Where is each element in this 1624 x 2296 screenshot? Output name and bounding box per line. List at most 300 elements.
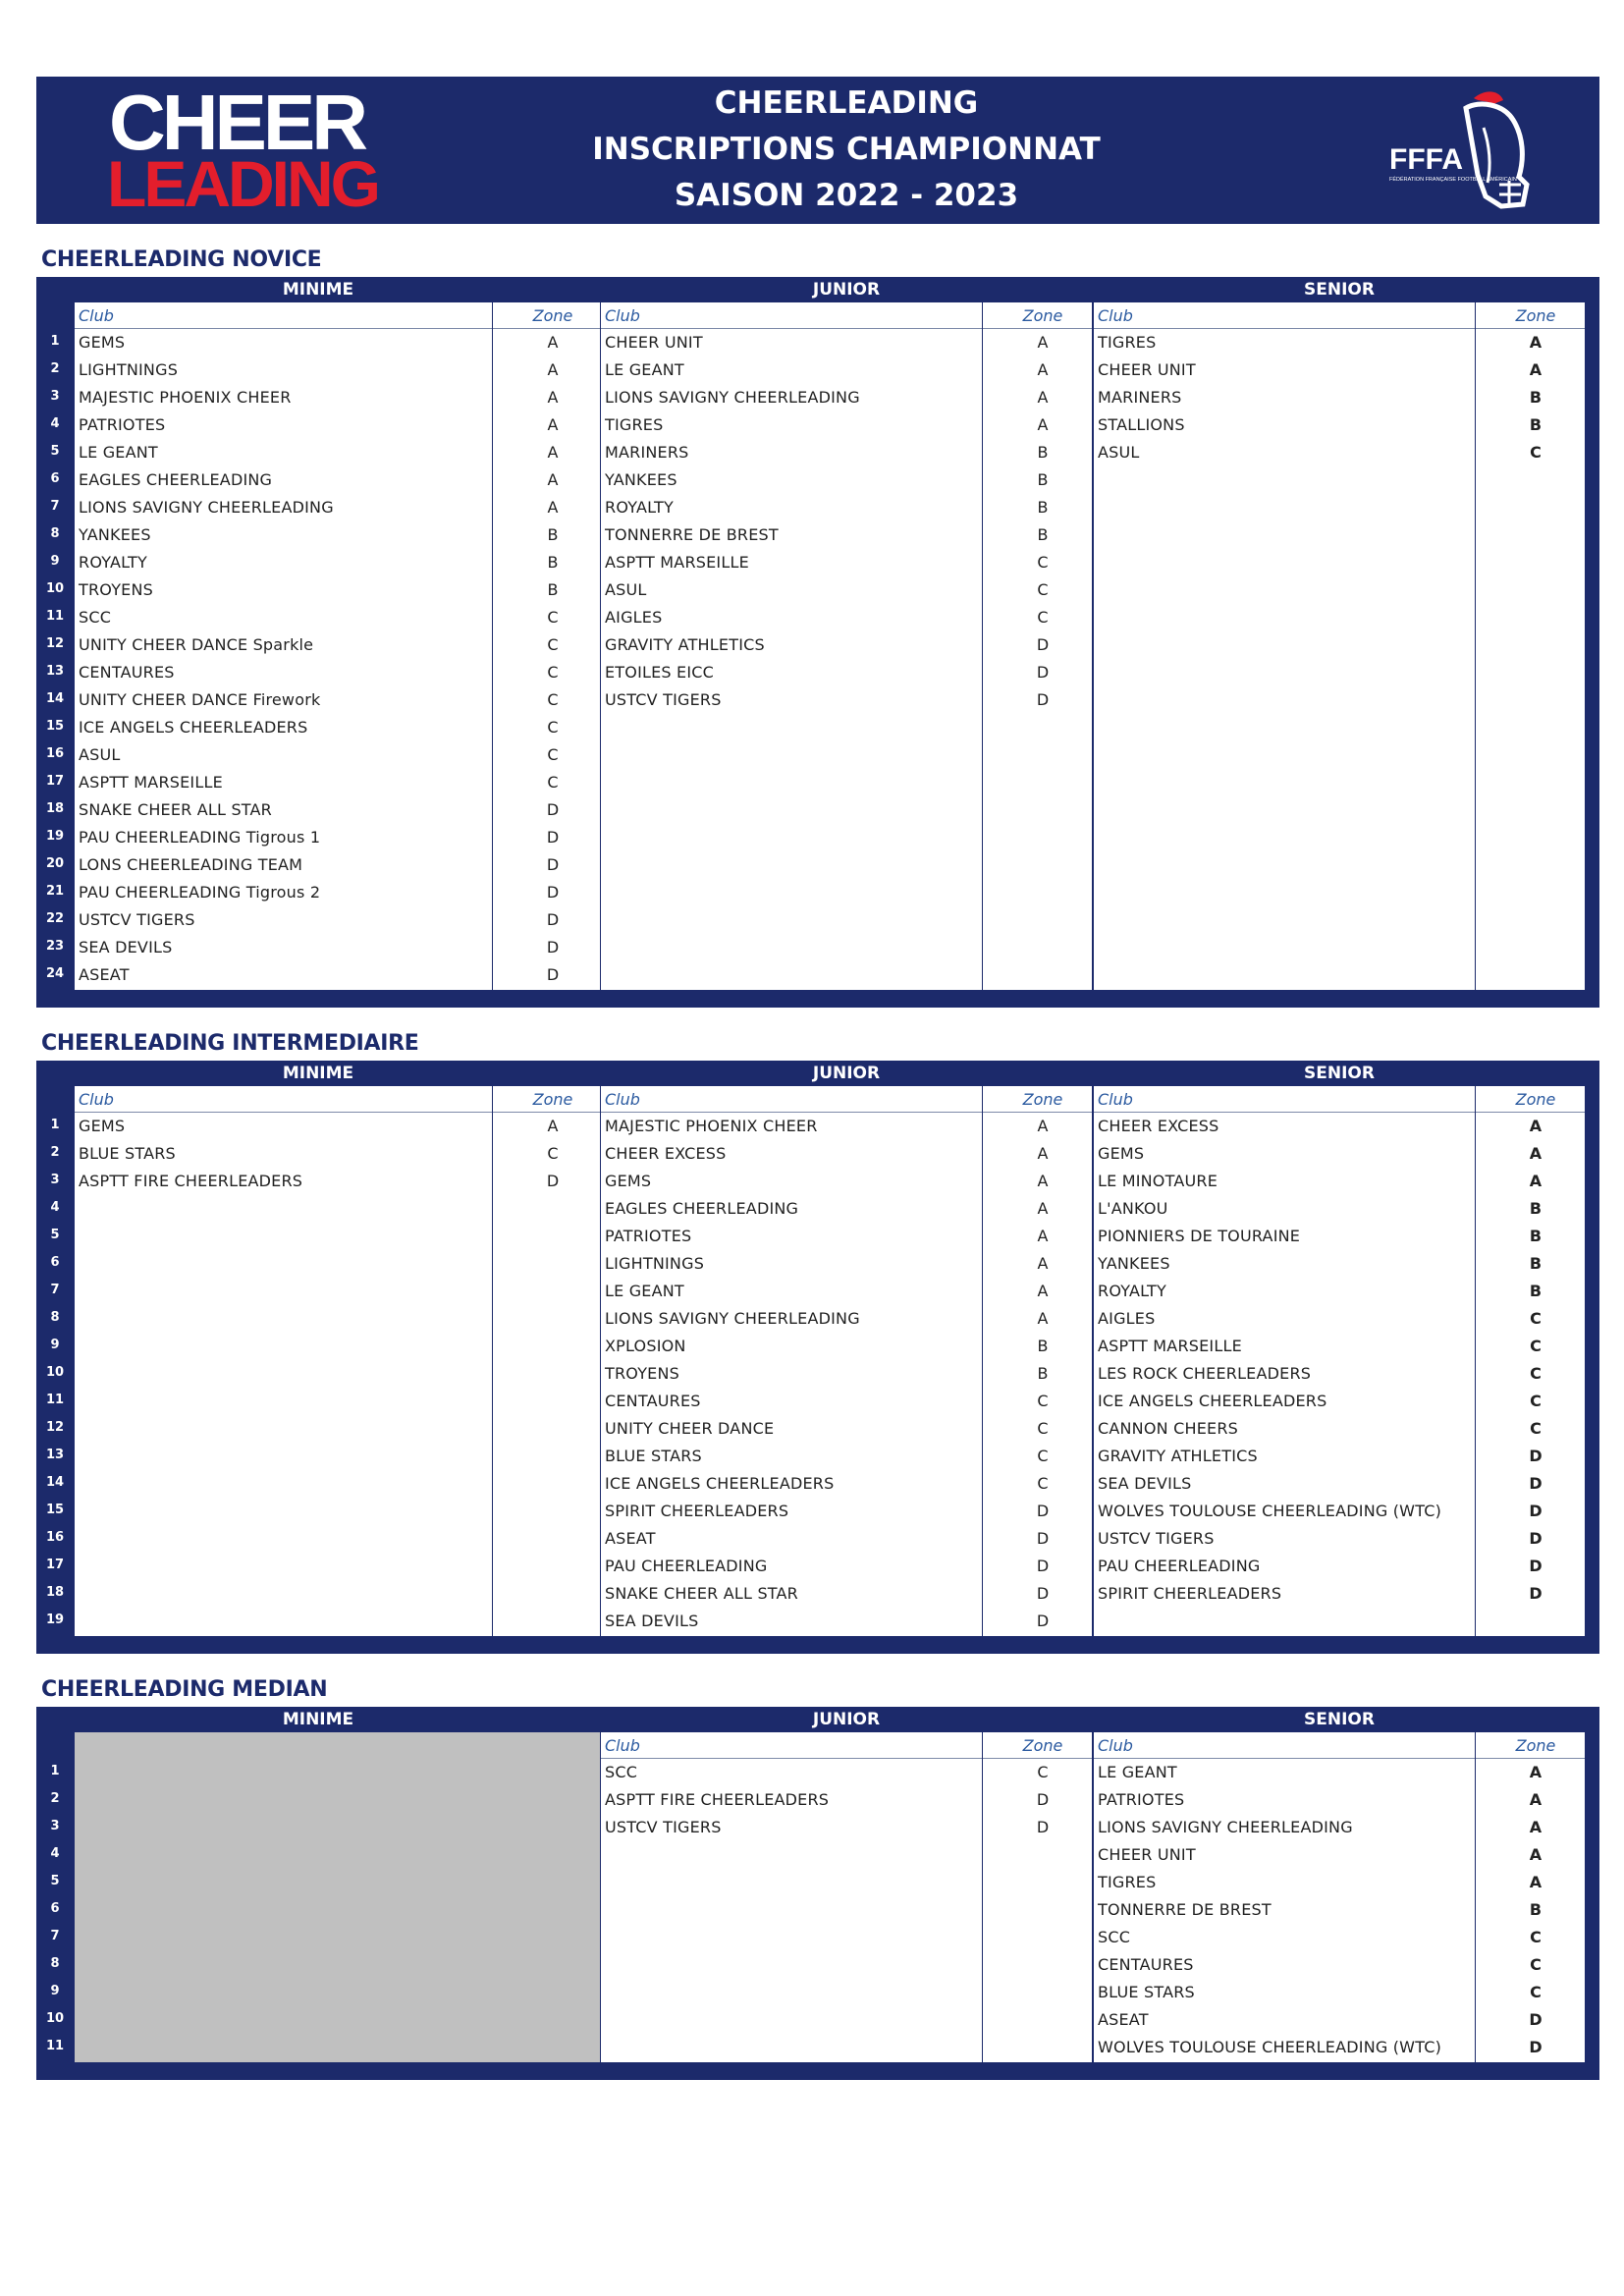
subheader-row [601,302,1092,329]
club-column-label: Club [1098,306,1133,325]
row-number: 9 [50,1338,60,1352]
club-name: ASPTT MARSEILLE [605,553,749,572]
zone-value: A [1037,1199,1049,1218]
subheader-row [601,1732,1092,1759]
zone-value: B [1037,1364,1049,1383]
section-table [36,1061,1599,1654]
zone-value: C [1530,1419,1542,1438]
zone-column-label: Zone [1515,1090,1556,1109]
zone-value: D [546,938,560,957]
row-number: 19 [45,829,65,844]
zone-value: B [1037,498,1049,517]
zone-value: C [547,663,559,682]
club-name: STALLIONS [1098,415,1185,434]
club-name: LIONS SAVIGNY CHEERLEADING [1098,1818,1353,1836]
row-number: 16 [45,746,65,761]
row-number: 18 [45,801,65,816]
zone-value: C [547,718,559,737]
column-divider [1475,1086,1476,1636]
column-divider [1475,1732,1476,2062]
club-name: LIGHTNINGS [79,360,179,379]
zone-value: C [1530,1928,1542,1946]
row-number: 11 [45,1393,65,1407]
club-name: YANKEES [605,470,677,489]
club-name: ASPTT FIRE CHEERLEADERS [605,1790,830,1809]
row-number: 4 [50,416,60,431]
zone-value: A [1037,388,1049,407]
row-number: 14 [45,1475,65,1490]
zone-value: C [547,635,559,654]
club-name: SNAKE CHEER ALL STAR [605,1584,798,1603]
club-name: TIGRES [605,415,664,434]
zone-value: D [1036,1790,1050,1809]
club-name: ICE ANGELS CHEERLEADERS [79,718,308,737]
zone-value: C [1037,553,1049,572]
row-number: 6 [50,1901,60,1916]
column-header-minime: MINIME [282,280,354,300]
club-column-label: Club [605,306,640,325]
zone-value: B [1037,443,1049,462]
club-name: CHEER UNIT [605,333,703,352]
zone-value: C [547,745,559,764]
club-name: ASUL [605,580,647,599]
row-number: 12 [45,636,65,651]
row-number: 23 [45,939,65,954]
zone-value: D [1036,1557,1050,1575]
zone-value: D [546,855,560,874]
club-name: SNAKE CHEER ALL STAR [79,800,272,819]
row-number: 17 [45,1558,65,1572]
zone-value: C [1530,1955,1542,1974]
row-number: 5 [50,444,60,459]
club-name: PAU CHEERLEADING [1098,1557,1261,1575]
column-divider [982,1732,983,2062]
zone-value: C [1037,608,1049,627]
club-name: MAJESTIC PHOENIX CHEER [605,1117,818,1135]
zone-value: A [1037,1117,1049,1135]
club-name: TROYENS [605,1364,680,1383]
club-name: ETOILES EICC [605,663,715,682]
zone-value: B [1529,1900,1543,1919]
zone-value: A [1037,333,1049,352]
row-number: 6 [50,471,60,486]
club-name: UNITY CHEER DANCE [605,1419,775,1438]
club-name: LE GEANT [605,1282,684,1300]
club-name: SPIRIT CHEERLEADERS [605,1502,789,1520]
club-name: YANKEES [1098,1254,1170,1273]
row-number: 7 [50,499,60,514]
row-number: 15 [45,719,65,734]
zone-value: A [1529,1873,1543,1891]
zone-value: C [1530,1364,1542,1383]
column-header-senior: SENIOR [1304,280,1375,300]
club-name: PATRIOTES [79,415,166,434]
zone-value: D [1529,2038,1543,2056]
club-name: ASEAT [605,1529,656,1548]
row-number: 24 [45,966,65,981]
row-number: 4 [50,1846,60,1861]
section-title: CHEERLEADING NOVICE [41,247,322,272]
zone-value: C [1530,1309,1542,1328]
club-name: MARINERS [605,443,689,462]
club-name: BLUE STARS [605,1447,702,1465]
club-name: GEMS [79,333,126,352]
club-name: EAGLES CHEERLEADING [79,470,273,489]
zone-value: D [546,965,560,984]
row-number: 21 [45,884,65,899]
title-line-1: CHEERLEADING [714,85,979,121]
zone-value: A [1529,1818,1543,1836]
panel-senior [1094,302,1585,990]
zone-value: D [1036,690,1050,709]
panel-junior [601,1086,1092,1636]
subheader-row [1094,1086,1585,1113]
zone-value: D [1529,1474,1543,1493]
section-table [36,277,1599,1008]
panel-senior [1094,1086,1585,1636]
subheader-row [75,302,600,329]
club-name: ASUL [1098,443,1140,462]
row-number: 17 [45,774,65,789]
column-header-junior: JUNIOR [812,1064,881,1083]
club-name: ASEAT [1098,2010,1149,2029]
section-table [36,1707,1599,2080]
subheader-row [1094,302,1585,329]
title-line-3: SAISON 2022 - 2023 [674,178,1019,213]
club-name: ASUL [79,745,121,764]
row-number: 15 [45,1503,65,1517]
row-number: 18 [45,1585,65,1600]
club-name: CENTAURES [79,663,175,682]
club-column-label: Club [605,1736,640,1755]
row-number: 16 [45,1530,65,1545]
zone-value: A [1037,1144,1049,1163]
club-name: GEMS [79,1117,126,1135]
logo-line-2: LEADING [107,147,378,220]
zone-value: D [546,1172,560,1190]
zone-value: C [1530,1337,1542,1355]
panel-minime [75,1086,600,1636]
club-name: TONNERRE DE BREST [605,525,779,544]
club-name: LE GEANT [79,443,158,462]
column-header-junior: JUNIOR [812,1710,881,1729]
club-name: SEA DEVILS [605,1612,699,1630]
zone-column-label: Zone [532,1090,573,1109]
zone-value: A [1529,333,1543,352]
zone-value: A [547,415,559,434]
row-number: 7 [50,1283,60,1297]
club-name: LIONS SAVIGNY CHEERLEADING [79,498,334,517]
ffa-federation-logo [1383,86,1541,216]
club-name: CHEER UNIT [1098,360,1196,379]
zone-value: B [1037,470,1049,489]
zone-value: A [1037,360,1049,379]
row-number: 20 [45,856,65,871]
club-name: BLUE STARS [1098,1983,1195,2001]
club-name: LONS CHEERLEADING TEAM [79,855,303,874]
zone-value: A [1037,1254,1049,1273]
club-name: USTCV TIGERS [1098,1529,1215,1548]
row-number: 19 [45,1613,65,1627]
club-name: LES ROCK CHEERLEADERS [1098,1364,1312,1383]
zone-value: A [547,498,559,517]
ffa-logo-subtext: FÉDÉRATION FRANÇAISE FOOTBALL AMÉRICAIN [1389,177,1517,183]
zone-value: D [1529,1447,1543,1465]
club-column-label: Club [1098,1736,1133,1755]
column-header-senior: SENIOR [1304,1710,1375,1729]
club-column-label: Club [1098,1090,1133,1109]
club-name: UNITY CHEER DANCE Sparkle [79,635,314,654]
row-number: 3 [50,1819,60,1833]
zone-value: A [1037,415,1049,434]
row-number: 13 [45,664,65,679]
club-name: SEA DEVILS [1098,1474,1192,1493]
club-name: PATRIOTES [1098,1790,1185,1809]
club-name: TROYENS [79,580,154,599]
club-name: WOLVES TOULOUSE CHEERLEADING (WTC) [1098,2038,1442,2056]
zone-value: C [547,1144,559,1163]
column-header-junior: JUNIOR [812,280,881,300]
zone-value: B [1529,1199,1543,1218]
row-number: 2 [50,1791,60,1806]
zone-value: B [1037,525,1049,544]
zone-value: C [1530,1983,1542,2001]
row-number: 10 [45,581,65,596]
zone-column-label: Zone [1022,306,1063,325]
zone-value: D [546,910,560,929]
zone-value: A [547,333,559,352]
zone-value: A [1037,1309,1049,1328]
club-name: ASPTT MARSEILLE [79,773,223,792]
row-number: 8 [50,526,60,541]
zone-value: D [1529,1584,1543,1603]
zone-value: C [547,773,559,792]
zone-value: B [1529,388,1543,407]
club-name: PAU CHEERLEADING [605,1557,768,1575]
cheerleading-logo [74,77,378,224]
zone-value: D [1036,1818,1050,1836]
zone-value: A [547,388,559,407]
row-number: 14 [45,691,65,706]
column-divider [492,302,493,990]
club-name: GEMS [605,1172,652,1190]
row-number: 3 [50,1173,60,1187]
row-number: 8 [50,1310,60,1325]
zone-value: B [1037,1337,1049,1355]
club-name: LE GEANT [605,360,684,379]
club-name: CENTAURES [605,1392,701,1410]
club-name: LIGHTNINGS [605,1254,705,1273]
club-name: MAJESTIC PHOENIX CHEER [79,388,292,407]
panel-minime [75,302,600,990]
club-name: SPIRIT CHEERLEADERS [1098,1584,1282,1603]
club-name: GRAVITY ATHLETICS [605,635,765,654]
club-name: ICE ANGELS CHEERLEADERS [1098,1392,1327,1410]
zone-value: D [1036,1612,1050,1630]
row-number: 22 [45,911,65,926]
zone-value: D [1036,1529,1050,1548]
zone-value: A [1529,1790,1543,1809]
row-number: 8 [50,1956,60,1971]
row-number: 5 [50,1228,60,1242]
club-name: LE GEANT [1098,1763,1177,1781]
club-name: PAU CHEERLEADING Tigrous 2 [79,883,321,902]
logo-line-1: CHEER [109,79,365,166]
row-number: 12 [45,1420,65,1435]
row-number: 1 [50,334,60,349]
club-name: GRAVITY ATHLETICS [1098,1447,1258,1465]
zone-value: C [1037,1763,1049,1781]
zone-value: A [1529,360,1543,379]
zone-value: A [1529,1144,1543,1163]
zone-value: B [1529,1254,1543,1273]
zone-value: C [1037,1392,1049,1410]
club-name: ICE ANGELS CHEERLEADERS [605,1474,835,1493]
zone-value: C [1037,1447,1049,1465]
section-title: CHEERLEADING INTERMEDIAIRE [41,1031,419,1056]
zone-value: A [1529,1763,1543,1781]
row-number: 2 [50,1145,60,1160]
club-name: BLUE STARS [79,1144,176,1163]
zone-value: D [1036,1584,1050,1603]
row-number: 3 [50,389,60,404]
zone-value: A [1529,1845,1543,1864]
club-name: CHEER EXCESS [605,1144,727,1163]
club-name: SEA DEVILS [79,938,173,957]
club-name: ASPTT MARSEILLE [1098,1337,1242,1355]
row-number: 4 [50,1200,60,1215]
zone-value: A [547,1117,559,1135]
row-number: 13 [45,1448,65,1462]
zone-value: D [546,800,560,819]
club-name: EAGLES CHEERLEADING [605,1199,799,1218]
zone-value: A [1037,1172,1049,1190]
subheader-row [75,1086,600,1113]
zone-value: A [1529,1117,1543,1135]
zone-value: D [1036,635,1050,654]
club-name: USTCV TIGERS [79,910,195,929]
zone-value: D [1529,2010,1543,2029]
row-number: 10 [45,1365,65,1380]
row-number: 6 [50,1255,60,1270]
zone-value: C [547,608,559,627]
zone-value: A [1037,1282,1049,1300]
zone-value: A [547,470,559,489]
zone-value: B [547,580,559,599]
zone-value: D [1529,1502,1543,1520]
zone-value: C [1037,580,1049,599]
zone-value: B [1529,1282,1543,1300]
header-banner [36,77,1599,224]
zone-value: A [1529,1172,1543,1190]
club-name: PATRIOTES [605,1227,692,1245]
row-number: 2 [50,361,60,376]
section-title: CHEERLEADING MEDIAN [41,1677,328,1702]
club-name: SCC [605,1763,638,1781]
ffa-logo-text: FFFA [1389,143,1463,176]
club-name: LE MINOTAURE [1098,1172,1218,1190]
club-name: TIGRES [1098,1873,1157,1891]
club-name: UNITY CHEER DANCE Firework [79,690,321,709]
zone-value: A [1037,1227,1049,1245]
row-number: 7 [50,1929,60,1943]
club-name: TIGRES [1098,333,1157,352]
club-name: ASEAT [79,965,130,984]
row-number: 9 [50,1984,60,1998]
zone-column-label: Zone [1515,306,1556,325]
zone-value: C [1037,1419,1049,1438]
subheader-row [1094,1732,1585,1759]
zone-column-label: Zone [1022,1736,1063,1755]
club-name: USTCV TIGERS [605,690,722,709]
panel-minime [75,1732,600,2062]
zone-value: C [1530,1392,1542,1410]
row-number: 11 [45,609,65,624]
club-name: AIGLES [1098,1309,1156,1328]
club-name: XPLOSION [605,1337,686,1355]
club-name: USTCV TIGERS [605,1818,722,1836]
club-name: PAU CHEERLEADING Tigrous 1 [79,828,321,847]
zone-value: D [546,883,560,902]
zone-value: B [547,553,559,572]
zone-value: D [1529,1557,1543,1575]
column-header-minime: MINIME [282,1064,354,1083]
club-name: AIGLES [605,608,663,627]
club-name: TONNERRE DE BREST [1098,1900,1272,1919]
zone-value: A [547,443,559,462]
club-name: GEMS [1098,1144,1145,1163]
zone-value: C [1037,1474,1049,1493]
zone-column-label: Zone [532,306,573,325]
zone-value: D [1036,1502,1050,1520]
club-name: L'ANKOU [1098,1199,1168,1218]
zone-value: C [547,690,559,709]
row-number: 11 [45,2039,65,2053]
club-name: WOLVES TOULOUSE CHEERLEADING (WTC) [1098,1502,1442,1520]
subheader-row [601,1086,1092,1113]
panel-senior [1094,1732,1585,2062]
zone-value: B [1529,415,1543,434]
column-divider [492,1086,493,1636]
club-name: PIONNIERS DE TOURAINE [1098,1227,1301,1245]
zone-value: D [1529,1529,1543,1548]
club-name: LIONS SAVIGNY CHEERLEADING [605,388,860,407]
column-header-minime: MINIME [282,1710,354,1729]
club-column-label: Club [79,306,114,325]
row-number: 9 [50,554,60,569]
panel-junior [601,302,1092,990]
row-number: 10 [45,2011,65,2026]
column-divider [1475,302,1476,990]
column-divider [982,302,983,990]
page-title [508,77,1185,228]
row-number: 5 [50,1874,60,1888]
club-name: SCC [1098,1928,1131,1946]
zone-column-label: Zone [1515,1736,1556,1755]
club-name: ROYALTY [605,498,674,517]
club-name: ROYALTY [79,553,147,572]
club-name: LIONS SAVIGNY CHEERLEADING [605,1309,860,1328]
zone-value: C [1530,443,1542,462]
title-line-2: INSCRIPTIONS CHAMPIONNAT [592,132,1101,167]
club-name: CHEER UNIT [1098,1845,1196,1864]
row-number: 1 [50,1118,60,1132]
club-name: ROYALTY [1098,1282,1166,1300]
club-name: CHEER EXCESS [1098,1117,1219,1135]
panel-junior [601,1732,1092,2062]
club-name: ASPTT FIRE CHEERLEADERS [79,1172,303,1190]
zone-column-label: Zone [1022,1090,1063,1109]
